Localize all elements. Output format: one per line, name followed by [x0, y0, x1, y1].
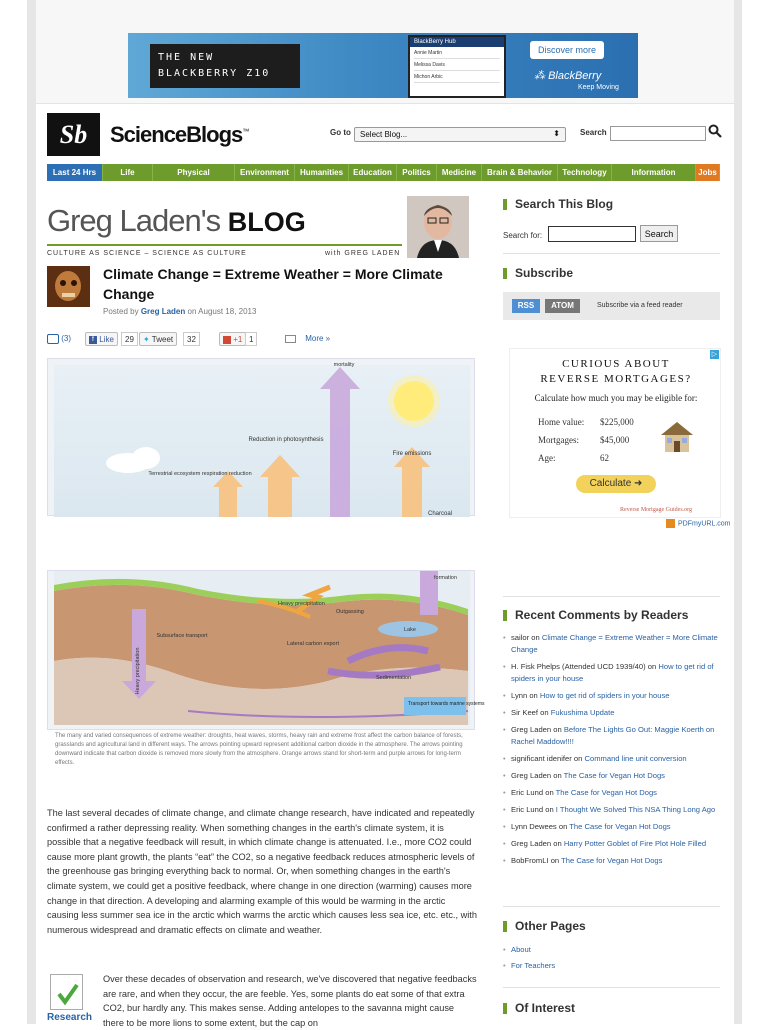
widget-marker	[503, 199, 507, 210]
brand-name: BlackBerry	[548, 70, 602, 82]
post-thumbnail[interactable]	[47, 266, 90, 307]
gplus-count: 1	[245, 332, 257, 346]
google-plus-button[interactable]	[219, 332, 246, 346]
tweet-count: 32	[183, 332, 200, 346]
comment-icon	[47, 334, 59, 344]
calculate-button[interactable]	[576, 475, 656, 493]
blog-title-bold: BLOG	[227, 207, 306, 237]
blog-tagline: CULTURE AS SCIENCE – SCIENCE AS CULTURE	[47, 250, 247, 257]
left-edge	[27, 0, 36, 1024]
tweet-label: Tweet	[151, 335, 174, 344]
recent-comments-list	[503, 632, 723, 872]
comment-author: BobFromLI	[511, 856, 549, 865]
recent-comment-item	[503, 770, 723, 782]
comment-on: on	[550, 856, 560, 865]
banner-line1: THE NEW	[158, 52, 215, 63]
ad-row-value: $225,000	[600, 417, 634, 427]
research-label: Research	[47, 1012, 93, 1023]
page-link-about[interactable]: • About	[503, 944, 555, 956]
blog-with-author: with GREG LADEN	[325, 250, 401, 257]
comment-author: H. Fisk Phelps (Attended UCD 1939/40)	[511, 662, 646, 671]
fig-label-photosynthesis	[248, 437, 323, 443]
article-paragraph-2: Over these decades of observation and research, we've discovered that negative feedbacks are rare, and when they occur, the are feeble. Yes, some plants do eat some of that extra CO2, bur hardly any. This makes sense. Adding antelopes to the savanna might cause there to be more lions to some extent, but the cap on	[103, 974, 477, 1028]
comment-author: Eric Lund	[511, 805, 544, 814]
fig-label-outgassing: Outgassing	[336, 609, 364, 615]
ad-row-key: Home value:	[538, 417, 585, 427]
ad-row-home-value	[538, 417, 634, 427]
other-pages-list	[503, 944, 555, 976]
phone-row: Annie Martin	[414, 50, 500, 59]
search-title-text: Search This Blog	[515, 197, 614, 211]
nav-item-physical[interactable]: Physical	[153, 164, 235, 181]
ad-row-key: Mortgages:	[538, 435, 579, 445]
pdfmyurl-link[interactable]	[666, 519, 731, 528]
recent-comment-item	[503, 707, 723, 719]
main-nav	[47, 164, 720, 181]
comment-on: on	[531, 633, 540, 642]
ad-row-value: 62	[600, 453, 609, 463]
comment-author: Greg Laden	[511, 839, 552, 848]
header-search-label: Search	[580, 128, 607, 137]
comment-post-link[interactable]: The Case for Vegan Hot Dogs	[569, 822, 671, 831]
comment-on: on	[553, 725, 562, 734]
figure-caption: The many and varied consequences of extreme weather: droughts, heat waves, storms, heavy rain and extreme frost affect the carbon balance of forests, grasslands and agricultural land in different ways. The arrows pointing upward represent additional carbon dioxide in the atmosphere. The arrows pointing downward indicate that carbon dioxide is removed more slowly from the atmosphere. Orange arrows stand for short-term and purple arrows for long-term effects.	[55, 733, 463, 766]
comment-post-link[interactable]: Harry Potter Goblet of Fire Plot Hole Filled	[563, 839, 707, 848]
comment-author: sailor	[511, 633, 530, 642]
more-label: More »	[305, 334, 331, 343]
climate-diagram-top	[47, 358, 475, 516]
widget-marker	[503, 610, 507, 621]
other-title-text: Other Pages	[515, 919, 586, 933]
comment-author: Lynn	[511, 691, 528, 700]
widget-marker	[503, 268, 507, 279]
comment-author: Lynn Dewees	[511, 822, 557, 831]
header-search-input[interactable]	[610, 126, 706, 141]
comment-on: on	[553, 771, 562, 780]
recent-comment-item	[503, 787, 723, 799]
fig-label-transport-marine: Transport towards marine systems	[408, 701, 485, 707]
comment-post-link[interactable]: The Case for Vegan Hot Dogs	[561, 856, 663, 865]
comment-post-link[interactable]: The Case for Vegan Hot Dogs	[555, 788, 657, 797]
phone-header: BlackBerry Hub	[410, 37, 504, 47]
recent-comment-item	[503, 632, 723, 656]
comment-post-link[interactable]: How to get rid of spiders in your house	[539, 691, 670, 700]
fig-label-heavy-precip-1: Heavy precipitation	[135, 647, 141, 695]
fig-label-lateral-export: Lateral carbon export	[287, 641, 339, 647]
ad-row-value: $45,000	[600, 435, 630, 445]
ad-title-line1: CURIOUS ABOUT	[562, 358, 670, 370]
comment-post-link[interactable]: How to get rid of spiders in your house	[511, 662, 714, 683]
nav-item-humanities[interactable]: Humanities	[295, 164, 349, 181]
comment-on: on	[545, 788, 554, 797]
phone-image	[408, 35, 506, 98]
calculate-label: Calculate	[589, 478, 632, 489]
banner-tagline: Keep Moving	[578, 84, 619, 91]
scienceblogs-logo-text[interactable]: ScienceBlogs™	[110, 122, 249, 147]
comment-author: significant idenifer	[511, 754, 572, 763]
google-plus-icon	[223, 336, 231, 344]
comment-author: Sir Keef	[511, 708, 539, 717]
comments-link[interactable]	[47, 332, 71, 346]
phone-row: Michon Arbic	[414, 74, 500, 83]
pdfmyurl-label: PDFmyURL.com	[678, 520, 731, 528]
comment-on: on	[545, 805, 554, 814]
widget-marker	[503, 1003, 507, 1014]
select-value: Select Blog...	[360, 130, 408, 139]
nav-item-last-24-hrs[interactable]: Last 24 Hrs	[47, 164, 103, 181]
envelope-icon	[285, 335, 296, 343]
nav-item-brain-behavior[interactable]: Brain & Behavior	[482, 164, 558, 181]
subscribe-title-text: Subscribe	[515, 266, 574, 280]
social-share-bar	[47, 332, 467, 348]
fig-label-formation: formation	[434, 575, 457, 581]
divider	[503, 253, 720, 254]
facebook-icon: f	[89, 336, 97, 344]
blackberry-banner-ad[interactable]	[128, 33, 638, 98]
search-icon[interactable]	[708, 124, 722, 138]
recent-comments-title	[503, 608, 688, 622]
comment-post-link[interactable]: Fukushima Update	[550, 708, 615, 717]
fig-label-subsurface: Subsurface transport	[156, 633, 208, 639]
nav-item-education[interactable]: Education	[349, 164, 397, 181]
subscribe-widget-title	[503, 266, 573, 280]
right-edge	[734, 0, 742, 1024]
select-arrows-icon: ⬍	[553, 129, 560, 138]
phone-row: Melissa Davis	[414, 62, 500, 71]
atom-button[interactable]: ATOM	[545, 299, 580, 313]
comment-post-link[interactable]: Command line unit conversion	[584, 754, 687, 763]
fig-label-fire: Fire emissions	[392, 451, 432, 457]
pdf-icon	[666, 519, 675, 528]
ad-row-age	[538, 453, 609, 463]
nav-item-environment[interactable]: Environment	[235, 164, 295, 181]
comment-on: on	[558, 822, 568, 831]
logo-text: ScienceBlogs	[110, 122, 243, 147]
subscribe-text: Subscribe via a feed reader	[597, 302, 683, 309]
reverse-mortgage-ad[interactable]	[509, 348, 721, 518]
fig-label-lake: Lake	[404, 627, 416, 633]
other-pages-title	[503, 919, 586, 933]
gplus-label: +1	[233, 335, 243, 344]
page-break-gap	[36, 518, 734, 570]
banner-headline	[150, 44, 300, 88]
recent-comment-item	[503, 661, 723, 685]
twitter-bird-icon: ✦	[143, 335, 150, 344]
tweet-button[interactable]	[139, 332, 177, 346]
nav-item-jobs[interactable]: Jobs	[696, 164, 720, 181]
article-paragraph-1: The last several decades of climate change, and climate change research, have indicated and repeatedly confirmed a rather depressing reality. When something changes in the earth's climate system, it is possible that a negative feedback will result, in which climate change is attenuated. I.e., more CO2 could cause more plant growth, the plants “eat” the CO2, so a negative feedback reduces atmospheric levels of the greenhouse gas bringing everything back to normal. Or, when something changes in the earth's climate system, we could get a positive feedback, where change in one direction (warming) causes more change in that direction. A developing and alarming example of this would be warming in the arctic causing less summer sea ice in the arctic which warms the arctic which causes less sea ice, etc. etc., with numerous widespread and dramatic effects on climate and weather.	[47, 808, 477, 935]
post-meta	[103, 307, 256, 316]
comment-post-link[interactable]: Climate Change = Extreme Weather = More Climate Change	[511, 633, 718, 654]
fig-label-heavy-precip-2: Heavy precipitation	[278, 601, 325, 607]
recent-comment-item	[503, 724, 723, 748]
recent-title-text: Recent Comments by Readers	[515, 608, 689, 622]
blog-title-rule	[47, 244, 402, 246]
top-ad-area	[36, 0, 734, 104]
like-label: Like	[99, 335, 114, 344]
research-badge-icon[interactable]	[50, 974, 83, 1010]
fig-label-respiration: Terrestrial ecosystem respiration reduction	[148, 471, 252, 477]
interest-title-text: Of Interest	[515, 1001, 576, 1015]
comment-author: Eric Lund	[511, 788, 544, 797]
comment-post-link[interactable]: Before The Lights Go Out: Maggie Koerth on Rachel Maddow!!!!	[511, 725, 715, 746]
divider	[503, 987, 720, 988]
post-author-link[interactable]: Greg Laden	[140, 307, 186, 316]
comment-on: on	[529, 691, 538, 700]
blackberry-logo	[534, 69, 601, 82]
divider	[503, 906, 720, 907]
rss-button[interactable]: RSS	[512, 299, 540, 313]
ad-footer: Reverse Mortgage Guides.org	[620, 507, 693, 513]
nav-item-politics[interactable]: Politics	[397, 164, 437, 181]
discover-more-button[interactable]: Discover more	[530, 41, 604, 59]
fig-label-photosynthesis-text: Reduction in photosynthesis	[248, 437, 324, 443]
banner-line2: BLACKBERRY Z10	[158, 68, 271, 79]
post-title[interactable]: Climate Change = Extreme Weather = More Climate Change	[103, 266, 443, 302]
ad-title	[510, 357, 722, 387]
comment-on: on	[540, 708, 549, 717]
recent-comment-item	[503, 753, 723, 765]
comment-count: (3)	[61, 334, 72, 343]
nav-item-life[interactable]: Life	[103, 164, 153, 181]
ad-row-mortgages	[538, 435, 630, 445]
divider	[503, 596, 720, 597]
recent-comment-item	[503, 838, 723, 850]
ad-subtitle: Calculate how much you may be eligible for:	[534, 393, 698, 403]
like-count: 29	[121, 332, 138, 346]
recent-comment-item	[503, 804, 723, 816]
blog-title-light: Greg Laden's	[47, 203, 221, 238]
scienceblogs-logo-mark[interactable]: Sb	[47, 113, 100, 156]
of-interest-title	[503, 1001, 575, 1015]
fig-label-charcoal: Charcoal	[428, 511, 453, 517]
search-for-label: Search for:	[503, 231, 543, 240]
posted-by: Posted by	[103, 307, 139, 316]
comment-on: on	[573, 754, 583, 763]
recent-comment-item	[503, 690, 723, 702]
recent-comment-item	[503, 821, 723, 833]
page-link-for-teachers[interactable]: • For Teachers	[503, 960, 555, 972]
sidebar-search-button[interactable]: Search	[640, 225, 678, 242]
blog-select-dropdown[interactable]	[354, 127, 566, 142]
blackberry-icon: ⁂	[534, 70, 545, 82]
adchoices-icon[interactable]: ▷	[711, 351, 718, 358]
nav-item-medicine[interactable]: Medicine	[437, 164, 482, 181]
comment-post-link[interactable]: The Case for Vegan Hot Dogs	[563, 771, 665, 780]
arrow-right-icon: ➜	[634, 478, 643, 489]
sidebar-search-input[interactable]	[548, 226, 636, 242]
nav-item-technology[interactable]: Technology	[558, 164, 612, 181]
ad-row-key: Age:	[538, 453, 556, 463]
comment-on: on	[553, 839, 562, 848]
comment-post-link[interactable]: I Thought We Solved This NSA Thing Long Ago	[555, 805, 716, 814]
search-widget-title	[503, 197, 613, 211]
ad-title-line2: REVERSE MORTGAGES?	[540, 373, 692, 385]
more-share-link[interactable]	[285, 332, 330, 346]
comment-author: Greg Laden	[511, 771, 552, 780]
house-icon	[658, 419, 696, 453]
recent-comment-item	[503, 855, 723, 867]
goto-label: Go to	[330, 128, 351, 137]
comment-on: on	[647, 662, 657, 671]
fig-label-mortality: mortality	[333, 362, 355, 368]
widget-marker	[503, 921, 507, 932]
fig-label-sedimentation: Sedimentation	[376, 675, 412, 681]
climate-diagram-bottom	[47, 570, 485, 730]
author-photo	[407, 196, 469, 258]
comment-author: Greg Laden	[511, 725, 552, 734]
blog-title[interactable]	[47, 203, 306, 239]
post-date: on August 18, 2013	[187, 307, 257, 316]
nav-item-information[interactable]: Information	[612, 164, 696, 181]
facebook-like-button[interactable]	[85, 332, 118, 346]
